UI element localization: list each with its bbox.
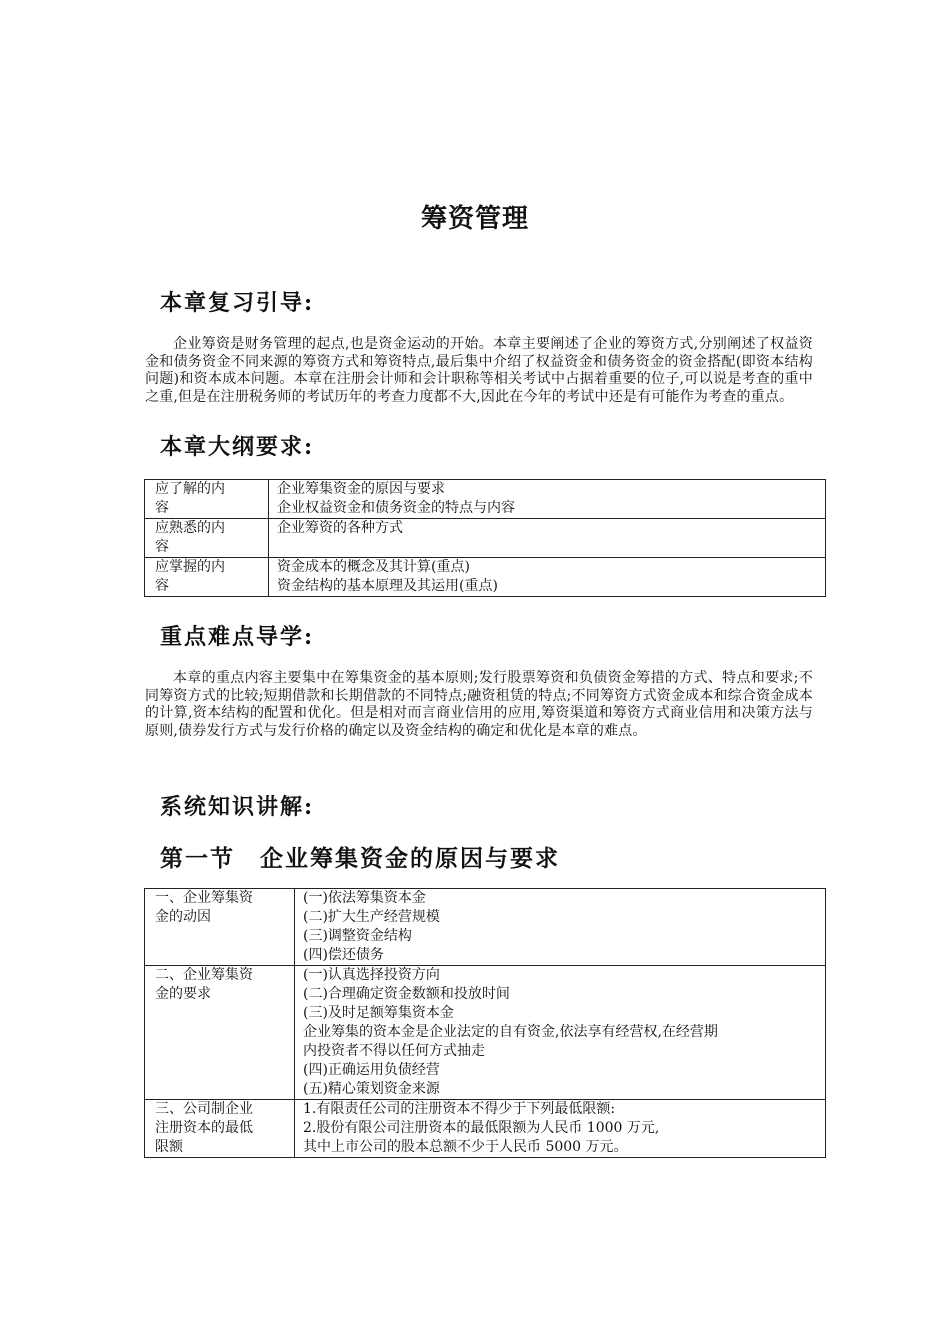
key-points-heading: 重点难点导学: [160, 624, 315, 650]
outline-row-label: 应熟悉的内 容 [145, 519, 269, 558]
page-title: 筹资管理 [420, 204, 529, 234]
section-1-heading: 第一节 企业筹集资金的原因与要求 [160, 845, 560, 872]
section-1-row [145, 1100, 826, 1158]
outline-heading: 本章大纲要求: [160, 434, 315, 460]
review-guide-heading: 本章复习引导: [160, 290, 315, 316]
outline-row [145, 480, 826, 519]
section-1-row-content: (一)认真选择投资方向 (二)合理确定资金数额和投放时间 (三)及时足额筹集资本金 企业筹集的资本金是企业法定的自有资金,依法享有经营权,在经营期 内投资者不得以任何方式抽走 (四)正确运用负债经营 (五)精心策划资金来源 [295, 966, 826, 1100]
section-1-row-label: 二、企业筹集资 金的要求 [145, 966, 295, 1100]
section-1-row [145, 889, 826, 966]
review-guide-paragraph: 企业筹资是财务管理的起点,也是资金运动的开始。本章主要阐述了企业的筹资方式,分别阐述了权益资金和债务资金不同来源的筹资方式和筹资特点,最后集中介绍了权益资金和债务资金的资金搭配(即资本结构问题)和资本成本问题。本章在注册会计师和会计职称等相关考试中占据着重要的位子,可以说是考查的重中之重,但是在注册税务师的考试历年的考查力度都不大,因此在今年的考试中还是有可能作为考查的重点。 [145, 336, 813, 405]
outline-table [144, 479, 826, 597]
section-1-row-label: 三、公司制企业 注册资本的最低 限额 [145, 1100, 295, 1158]
outline-row [145, 519, 826, 558]
outline-row [145, 558, 826, 597]
section-1-row [145, 966, 826, 1100]
outline-row-content: 企业筹集资金的原因与要求 企业权益资金和债务资金的特点与内容 [269, 480, 826, 519]
section-1-row-label: 一、企业筹集资 金的动因 [145, 889, 295, 966]
system-knowledge-heading: 系统知识讲解: [160, 794, 315, 820]
section-1-table [144, 888, 826, 1158]
outline-row-content: 企业筹资的各种方式 [269, 519, 826, 558]
outline-row-label: 应了解的内 容 [145, 480, 269, 519]
section-1-row-content: 1.有限责任公司的注册资本不得少于下列最低限额: 2.股份有限公司注册资本的最低限额为人民币 1000 万元, 其中上市公司的股本总额不少于人民币 5000 万元。 [295, 1100, 826, 1158]
section-1-row-content: (一)依法筹集资本金 (二)扩大生产经营规模 (三)调整资金结构 (四)偿还债务 [295, 889, 826, 966]
key-points-paragraph: 本章的重点内容主要集中在筹集资金的基本原则;发行股票筹资和负债资金筹措的方式、特点和要求;不同筹资方式的比较;短期借款和长期借款的不同特点;融资租赁的特点;不同筹资方式资金成本和综合资金成本的计算,资本结构的配置和优化。但是相对而言商业信用的应用,筹资渠道和筹资方式商业信用和决策方法与原则,债券发行方式与发行价格的确定以及资金结构的确定和优化是本章的难点。 [145, 670, 813, 739]
outline-row-label: 应掌握的内 容 [145, 558, 269, 597]
outline-row-content: 资金成本的概念及其计算(重点) 资金结构的基本原理及其运用(重点) [269, 558, 826, 597]
